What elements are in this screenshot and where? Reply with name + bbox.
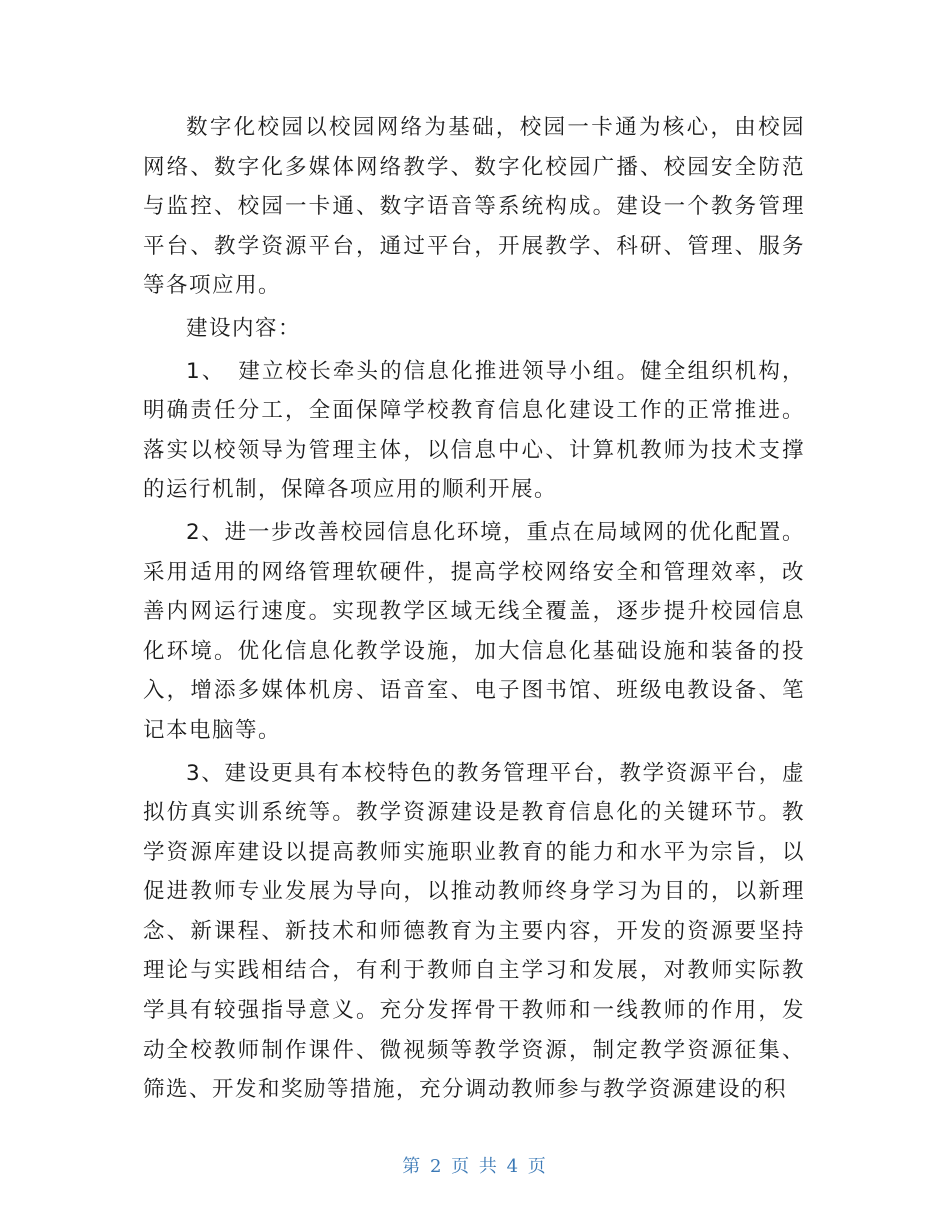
footer-middle: 页 共 [451,1156,499,1177]
page-footer [0,1152,950,1178]
paragraph-intro: 数字化校园以校园网络为基础，校园一卡通为核心，由校园网络、数字化多媒体网络教学、数字化校园广播、校园安全防范与监控、校园一卡通、数字语音等系统构成。建设一个教务管理平台、教学资源平台，通过平台，开展教学、科研、管理、服务等各项应用。 [143,115,805,299]
document-body [143,108,805,1110]
footer-prefix: 第 [402,1156,423,1177]
footer-total-pages: 4 [506,1156,521,1177]
paragraph-heading-content: 建设内容： [186,315,302,341]
paragraph-item-1: 1、 建立校长牵头的信息化推进领导小组。健全组织机构，明确责任分工，全面保障学校教育信息化建设工作的正常推进。落实以校领导为管理主体，以信息中心、计算机教师为技术支撑的运行机制，保障各项应用的顺利开展。 [143,358,805,503]
paragraph-item-3: 3、建设更具有本校特色的教务管理平台，教学资源平台，虚拟仿真实训系统等。教学资源建设是教育信息化的关键环节。教学资源库建设以提高教师实施职业教育的能力和水平为宗旨，以促进教师专业发展为导向，以推动教师终身学习为目的，以新理念、新课程、新技术和师德教育为主要内容，开发的资源要坚持理论与实践相结合，有利于教师自主学习和发展，对教师实际教学具有较强指导意义。充分发挥骨干教师和一线教师的作用，发动全校教师制作课件、微视频等教学资源，制定教学资源征集、筛选、开发和奖励等措施，充分调动教师参与教学资源建设的积 [143,760,805,1103]
footer-suffix: 页 [527,1156,548,1177]
footer-current-page: 2 [429,1156,444,1177]
paragraph-item-2: 2、进一步改善校园信息化环境，重点在局域网的优化配置。采用适用的网络管理软硬件，提高学校网络安全和管理效率，改善内网运行速度。实现教学区域无线全覆盖，逐步提升校园信息化环境。优化信息化教学设施，加大信息化基础设施和装备的投入，增添多媒体机房、语音室、电子图书馆、班级电教设备、笔记本电脑等。 [143,519,805,743]
